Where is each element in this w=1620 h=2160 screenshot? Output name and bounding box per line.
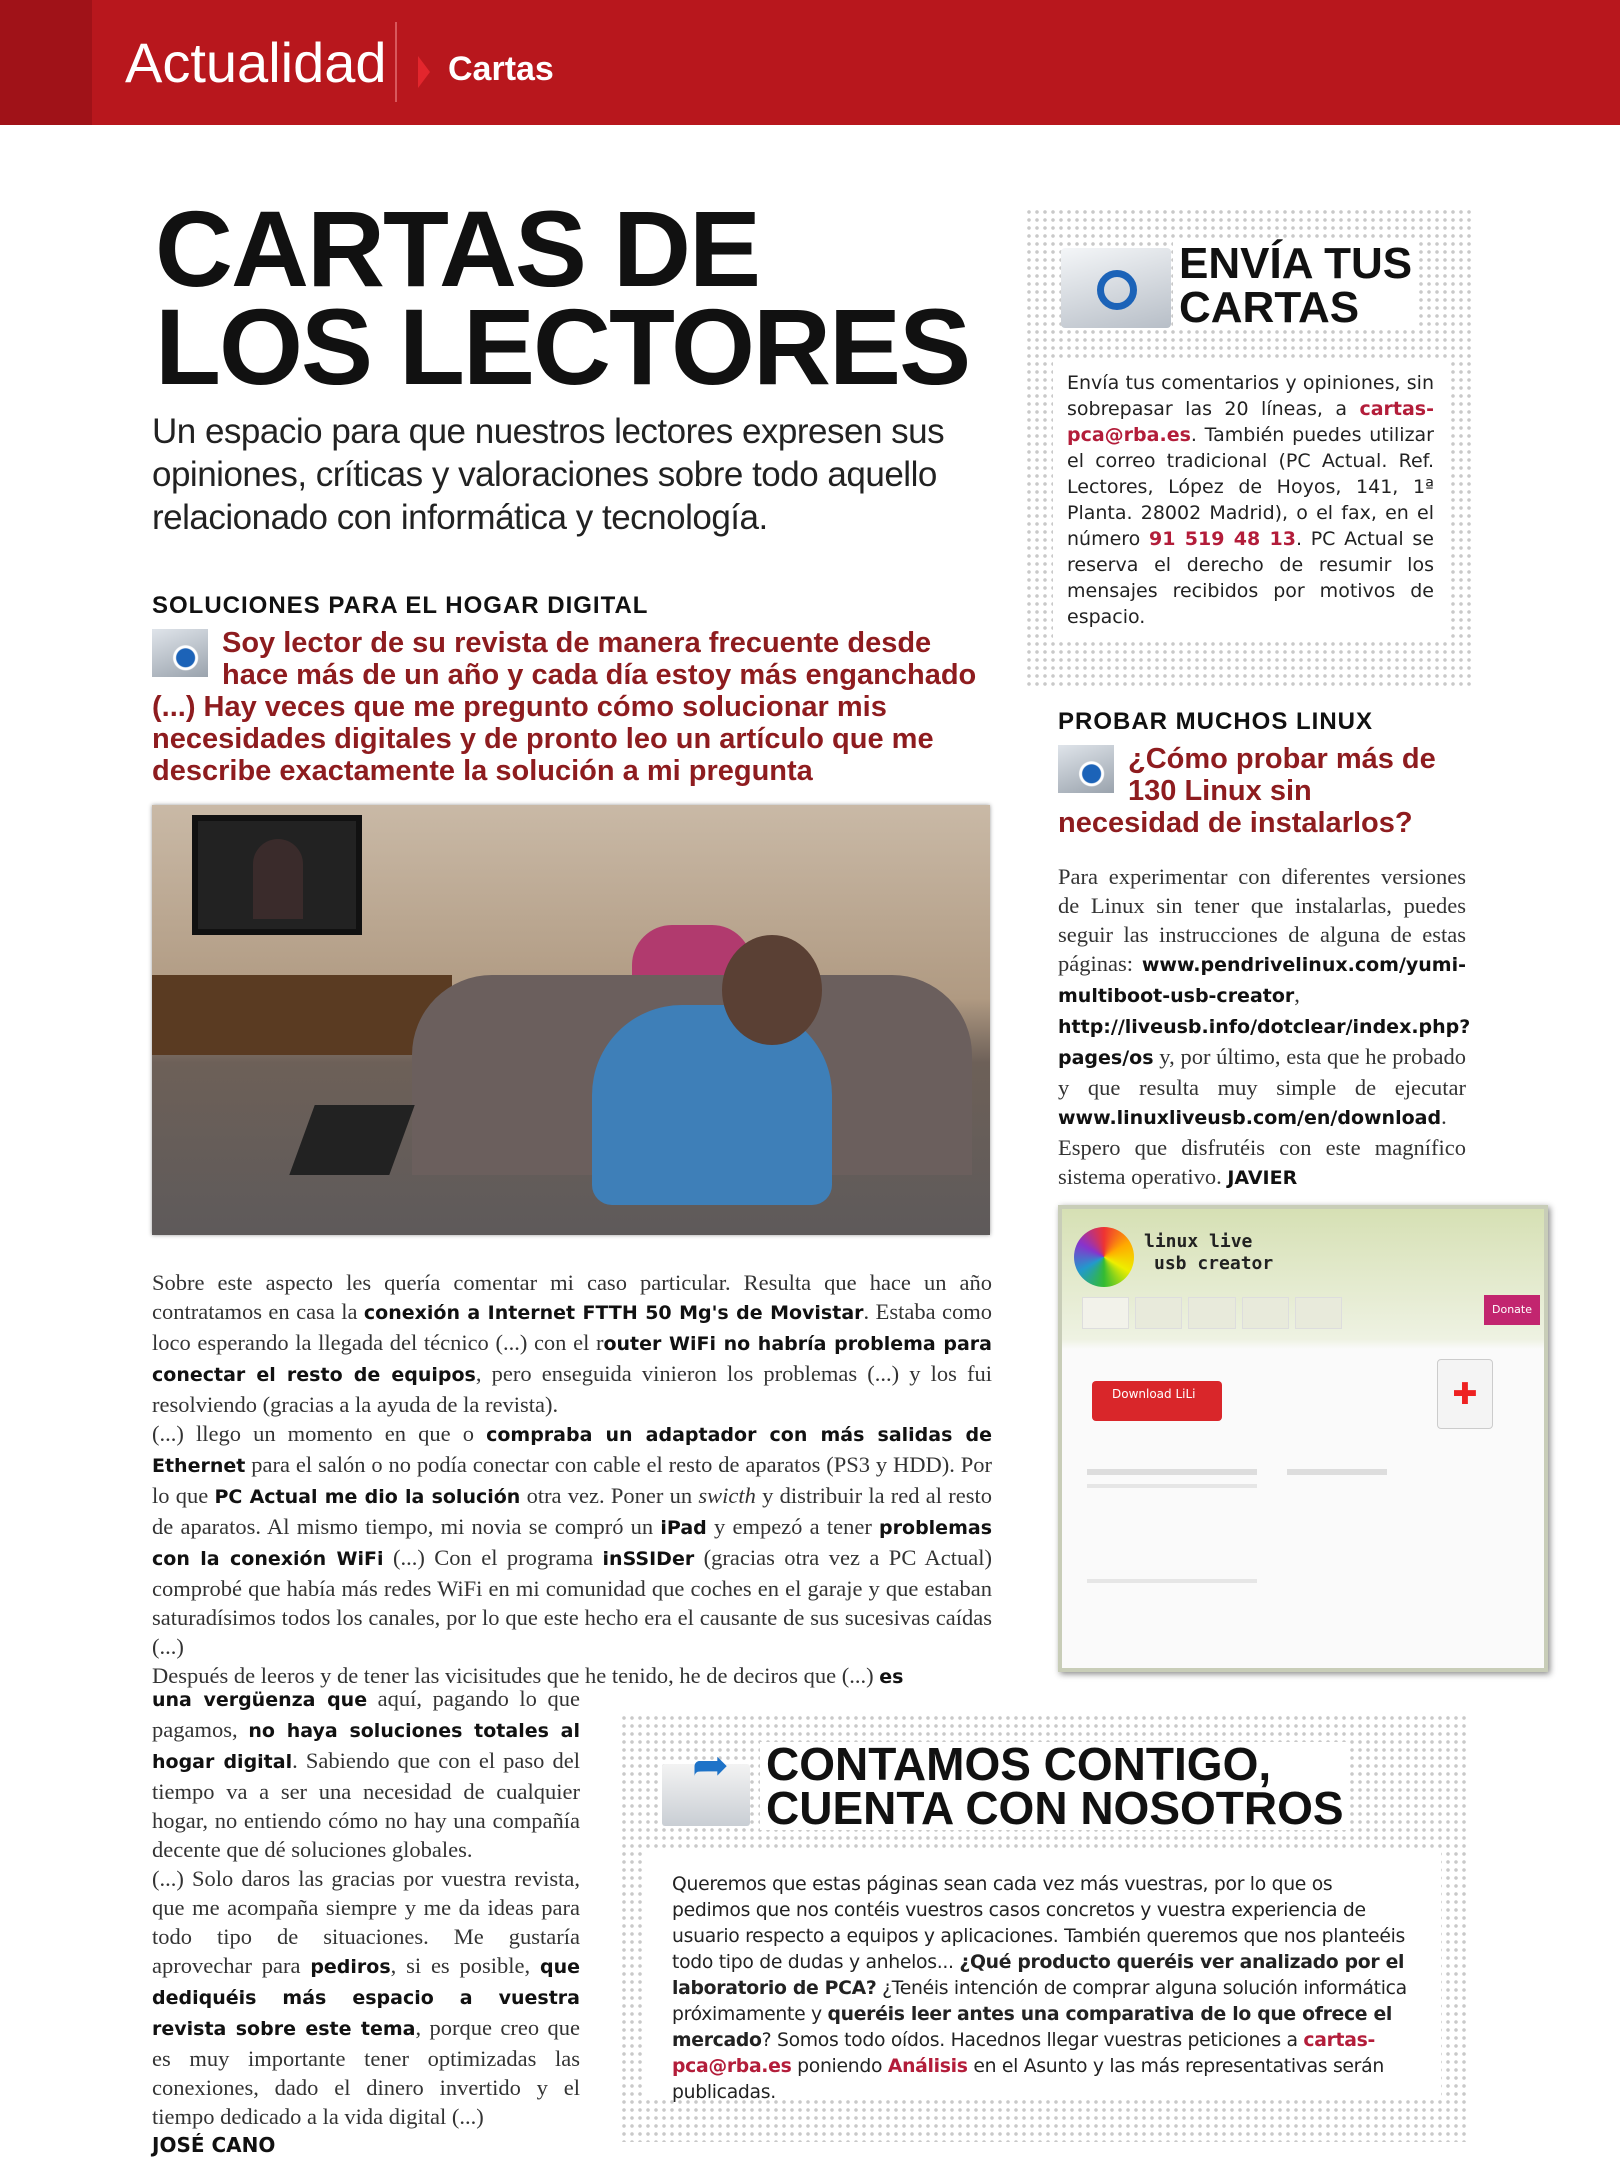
text-run: para el salón o no podía conectar con cable el resto de aparatos (PS3 y HDD). Por lo que bbox=[152, 1452, 992, 1508]
letter-body bbox=[1058, 862, 1471, 1193]
laptop bbox=[289, 1105, 414, 1175]
bold-text: JAVIER bbox=[1227, 1167, 1298, 1189]
bold-text: es bbox=[879, 1666, 904, 1688]
paragraph bbox=[152, 1419, 992, 1661]
lead-paragraph: Un espacio para que nuestros lectores expresen sus opiniones, críticas y valoraciones sobre todo aquello relacionado con informática y tecnología. bbox=[152, 412, 945, 537]
logo-line: linux live bbox=[1144, 1231, 1253, 1252]
text-run: poniendo bbox=[791, 2056, 888, 2077]
at-mail-icon bbox=[1061, 248, 1171, 328]
text-run: . Estaba como loco esperando la llegada del técnico (...) con el r bbox=[152, 1299, 992, 1355]
chevron-right-icon bbox=[418, 56, 430, 88]
tv-screen bbox=[192, 815, 362, 935]
title-line: CARTAS DE bbox=[155, 188, 760, 309]
paragraph bbox=[152, 1864, 580, 2131]
pullquote-text: Soy lector de su revista de manera frecuente desde hace más de un año y cada día estoy más enganchado (...) Hay veces que me pregunto cómo solucionar mis necesidades digitales y de pronto leo un artículo que me describe exactamente la solución a mi pregunta bbox=[152, 627, 977, 787]
text-run: y distribuir la red al resto de aparatos. Al mismo tiempo, mi novia se compró un bbox=[152, 1483, 992, 1539]
paragraph bbox=[152, 1268, 992, 1419]
text-run: otra vez. Poner un bbox=[520, 1483, 699, 1508]
bold-text: www.linuxliveusb.com/en/download bbox=[1058, 1107, 1442, 1129]
logo-line: usb creator bbox=[1154, 1253, 1274, 1274]
text-run: Envía tus comentarios y opiniones, sin sobrepasar las 20 líneas, a bbox=[1067, 372, 1434, 420]
bold-text: una vergüenza que bbox=[152, 1689, 368, 1711]
text-run: Para experimentar con diferentes versiones de Linux sin tener que instalarlas, puedes seguir las instrucciones de alguna de estas páginas: bbox=[1058, 864, 1466, 976]
bold-text: inSSIDer bbox=[602, 1548, 695, 1570]
send-box-title bbox=[1173, 239, 1418, 332]
section-header bbox=[0, 0, 1620, 125]
letter-body-narrow bbox=[152, 1684, 580, 2160]
bold-text: pediros bbox=[310, 1956, 391, 1978]
letter-kicker: PROBAR MUCHOS LINUX bbox=[1058, 708, 1374, 735]
send-letters-box bbox=[1025, 208, 1475, 686]
text-run: (...) Solo daros las gracias por vuestra revista, que me acompaña siempre y me da ideas para todo tipo de situaciones. Me gustaría aprovechar para bbox=[152, 1866, 580, 1978]
bold-text: http://liveusb.info/dotclear/index.php?pages/os bbox=[1058, 1016, 1471, 1069]
text-run: (...) llego un momento en que o bbox=[152, 1421, 487, 1446]
text-run: y, por último, esta que he probado y que resulta muy simple de ejecutar bbox=[1058, 1044, 1466, 1100]
envelope-reply-icon: ➦ bbox=[662, 1764, 750, 1826]
letter-pullquote bbox=[152, 627, 997, 787]
bold-text: iPad bbox=[660, 1517, 707, 1539]
highlight-text: 91 519 48 13 bbox=[1149, 528, 1296, 550]
contact-box-title bbox=[760, 1738, 1350, 1834]
text-run: (...) Con el programa bbox=[383, 1545, 603, 1570]
header-divider bbox=[395, 22, 397, 102]
section-label: Actualidad bbox=[125, 31, 387, 94]
italic-text: swicth bbox=[698, 1483, 756, 1508]
letter-body bbox=[152, 1268, 992, 1692]
title-line: LOS LECTORES bbox=[155, 286, 970, 407]
highlight-text: Análisis bbox=[887, 2056, 968, 2077]
bold-text: PC Actual me dio la solución bbox=[214, 1486, 521, 1508]
linux-live-usb-screenshot bbox=[1058, 1205, 1548, 1672]
text-run: . Espero que disfrutéis con este magnífico sistema operativo. bbox=[1058, 1104, 1466, 1189]
living-room-photo bbox=[152, 805, 990, 1235]
mail-icon bbox=[152, 629, 208, 677]
subsection-label: Cartas bbox=[448, 50, 554, 88]
text-run: . Sabiendo que con el paso del tiempo va a ser una necesidad de cualquier hogar, no entiendo cómo no hay una compañía decente que dé soluciones globales. bbox=[152, 1748, 580, 1862]
donate-button: Donate bbox=[1484, 1295, 1540, 1325]
site-logo bbox=[1144, 1231, 1273, 1275]
title-line: CUENTA CON NOSOTROS bbox=[766, 1782, 1344, 1834]
header-block bbox=[0, 0, 92, 125]
contact-box bbox=[620, 1714, 1466, 2142]
text-run: Queremos que estas páginas sean cada vez más vuestras, por lo que os pedimos que nos contéis vuestros casos concretos y vuestra experiencia de usuario respecto a equipos y aplicaciones. También queremos que nos planteéis todo tipo de dudas y anhelos... bbox=[672, 1874, 1405, 1973]
text-run: y empezó a tener bbox=[706, 1514, 880, 1539]
bold-text: conexión a Internet FTTH 50 Mg's de Movistar bbox=[363, 1302, 864, 1324]
bold-text: no haya soluciones totales al hogar digital bbox=[152, 1720, 580, 1773]
bold-text: ¿Qué producto queréis ver analizado por el laboratorio de PCA? bbox=[672, 1952, 1405, 1999]
contact-box-body bbox=[646, 1850, 1441, 2103]
bold-text: queréis leer antes una comparativa de lo que ofrece el mercado bbox=[672, 2004, 1393, 2051]
bold-text: compraba un adaptador con más salidas de Ethernet bbox=[152, 1424, 992, 1477]
text-run: aquí, pagando lo que pagamos, bbox=[152, 1686, 580, 1742]
text-run: en el Asunto y las más representativas serán publicadas. bbox=[672, 2056, 1384, 2103]
text-run: ? Somos todo oídos. Hacednos llegar vuestras peticiones a bbox=[761, 2030, 1304, 2051]
pullquote-text: ¿Cómo probar más de 130 Linux sin necesidad de instalarlos? bbox=[1058, 743, 1436, 839]
text-run: Después de leeros y de tener las vicisitudes que he tenido, he de deciros que (...) bbox=[152, 1663, 880, 1688]
bold-text: outer WiFi no habría problema para conectar el resto de equipos bbox=[152, 1333, 992, 1386]
text-run: (gracias otra vez a PC Actual) comprobé que había más redes WiFi en mi comunidad que coches en el garaje y que estaban saturadísimos todos los canales, por lo que este hecho era el causante de sus sucesivas caídas (...) bbox=[152, 1545, 992, 1659]
title-line: CARTAS bbox=[1179, 283, 1360, 332]
man-head bbox=[722, 935, 822, 1045]
letter-kicker: SOLUCIONES PARA EL HOGAR DIGITAL bbox=[152, 592, 649, 619]
first-aid-icon: ✚ bbox=[1437, 1359, 1493, 1429]
page-title bbox=[155, 188, 970, 407]
bold-text: problemas con la conexión WiFi bbox=[152, 1517, 992, 1570]
highlight-text: cartas-pca@rba.es bbox=[672, 2030, 1375, 2077]
send-box-body bbox=[1053, 360, 1448, 640]
text-run: , porque creo que es muy importante tener optimizadas las conexiones, dado el dinero invertido y el tiempo dedicado a la vida digital (...) bbox=[152, 2015, 580, 2129]
text-run: , pero enseguida vinieron los problemas (...) y los fui resolviendo (gracias a la ayuda de la revista). bbox=[152, 1361, 992, 1417]
title-line: ENVÍA TUS bbox=[1179, 239, 1413, 288]
text-run: ¿Tenéis intención de comprar alguna solución informática próximamente y bbox=[672, 1978, 1407, 2025]
flower-logo-icon bbox=[1074, 1227, 1134, 1287]
highlight-text: cartas-pca@rba.es bbox=[1067, 398, 1434, 446]
text-run: , si es posible, bbox=[390, 1953, 540, 1978]
text-run: Sobre este aspecto les quería comentar mi caso particular. Resulta que hace un año contratamos en casa la bbox=[152, 1270, 992, 1324]
tv-stand bbox=[152, 975, 452, 1055]
text-run: . También puedes utilizar el correo tradicional (PC Actual. Ref. Lectores, López de Hoyos, 141, 1ª Planta. 28002 Madrid), o el fax, en el número bbox=[1067, 424, 1434, 550]
mail-icon bbox=[1058, 745, 1114, 793]
paragraph bbox=[152, 1684, 580, 1864]
site-tabs bbox=[1082, 1297, 1342, 1329]
bold-text: que dediquéis más espacio a vuestra revista sobre este tema bbox=[152, 1956, 580, 2040]
letter-pullquote bbox=[1058, 743, 1458, 839]
text-run: , bbox=[1294, 982, 1300, 1007]
bold-text: www.pendrivelinux.com/yumi-multiboot-usb-creator bbox=[1058, 954, 1466, 1007]
letter-author: JOSÉ CANO bbox=[152, 2133, 276, 2157]
download-lili-button: Download LiLi bbox=[1092, 1381, 1222, 1421]
text-run: . PC Actual se reserva el derecho de resumir los mensajes recibidos por motivos de espacio. bbox=[1067, 528, 1435, 628]
title-line: CONTAMOS CONTIGO, bbox=[766, 1738, 1272, 1790]
